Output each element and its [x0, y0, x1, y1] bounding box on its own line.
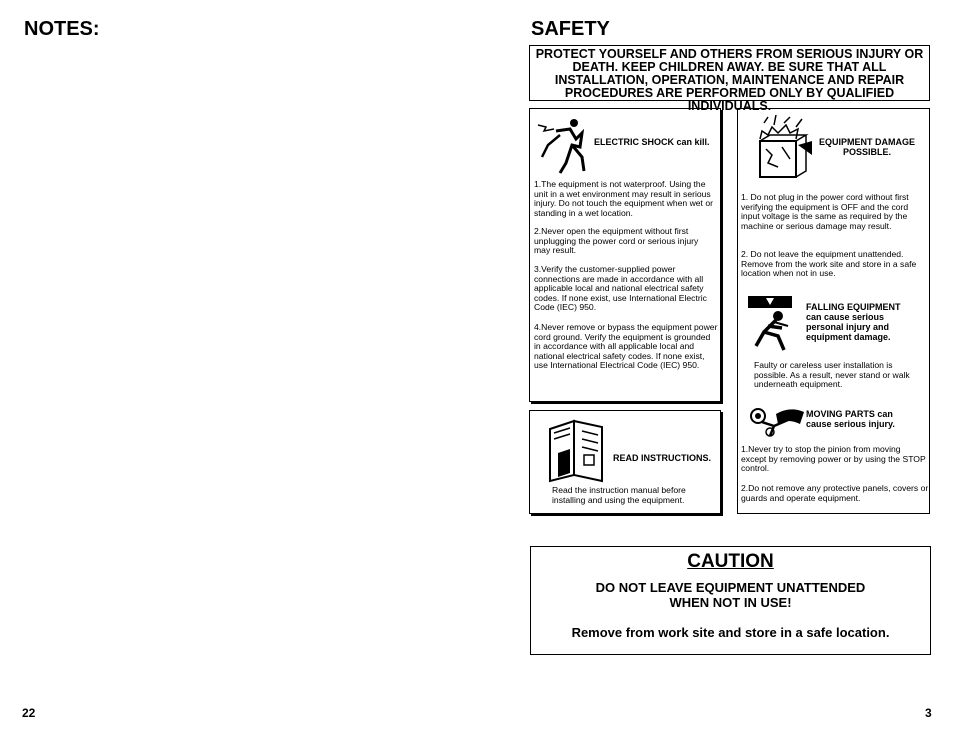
caution-box	[530, 546, 931, 655]
electric-shock-title: ELECTRIC SHOCK can kill.	[594, 137, 710, 147]
electric-shock-panel	[529, 108, 721, 402]
electric-shock-icon	[536, 117, 592, 173]
manual-book-icon	[546, 419, 606, 481]
moving-parts-title: MOVING PARTS can cause serious injury.	[806, 409, 895, 429]
caution-title: CAUTION	[687, 551, 774, 572]
page-number-right: 3	[925, 706, 932, 720]
equipment-damage-title: EQUIPMENT DAMAGE POSSIBLE.	[818, 137, 915, 157]
safety-heading: SAFETY	[531, 18, 610, 40]
caution-line-2: WHEN NOT IN USE!	[669, 595, 792, 610]
read-instructions-text: Read the instruction manual before installing and using the equipment.	[552, 485, 686, 505]
electric-shock-item-3: 3.Verify the customer-supplied power connections are made in accordance with all applicable local and national electrical safety codes. If none exist, use International Electric Code (IEC) 950.	[534, 264, 707, 313]
moving-parts-item-2: 2.Do not remove any protective panels, covers or guards and operate equipment.	[741, 483, 929, 503]
electric-shock-item-4: 4.Never remove or bypass the equipment power cord ground. Verify the equipment is grounded in accordance with all applicable local and national electrical safety codes. If none exist, use International Electrical Code (IEC) 950.	[534, 322, 718, 371]
equipment-hazards-panel	[737, 108, 930, 514]
moving-parts-icon	[748, 406, 804, 440]
read-instructions-title: READ INSTRUCTIONS.	[613, 453, 712, 463]
falling-equipment-icon	[748, 296, 796, 352]
equipment-damage-item-1: 1. Do not plug in the power cord without first verifying the equipment is OFF and the cord input voltage is the same as required by the machine or serious damage may result.	[741, 192, 909, 231]
equipment-damage-icon	[756, 115, 812, 185]
falling-equipment-text: Faulty or careless user installation is possible. As a result, never stand or walk underneath equipment.	[754, 360, 910, 390]
caution-line-3: Remove from work site and store in a safe location.	[571, 625, 890, 640]
falling-equipment-title: FALLING EQUIPMENT can cause serious personal injury and equipment damage.	[806, 302, 901, 342]
electric-shock-item-1: 1.The equipment is not waterproof. Using the unit in a wet environment may result in serious injury. Do not touch the equipment when wet or standing in a wet location.	[534, 179, 713, 218]
safety-banner: PROTECT YOURSELF AND OTHERS FROM SERIOUS INJURY OR DEATH. KEEP CHILDREN AWAY. BE SURE THAT ALL INSTALLATION, OPERATION, MAINTENANCE AND REPAIR PROCEDURES ARE PERFORMED ONLY BY QUALIFIED INDIVIDUALS.	[529, 45, 930, 101]
equipment-damage-item-2: 2. Do not leave the equipment unattended. Remove from the work site and store in a safe location when not in use.	[741, 249, 917, 279]
electric-shock-item-2: 2.Never open the equipment without first unplugging the power cord or serious injury may result.	[534, 226, 699, 256]
caution-line-1: DO NOT LEAVE EQUIPMENT UNATTENDED	[595, 580, 866, 595]
read-instructions-panel	[529, 410, 721, 514]
moving-parts-item-1: 1.Never try to stop the pinion from moving except by removing power or by using the STOP control.	[741, 444, 926, 474]
page-number-left: 22	[22, 706, 36, 720]
notes-heading: NOTES:	[24, 18, 100, 40]
